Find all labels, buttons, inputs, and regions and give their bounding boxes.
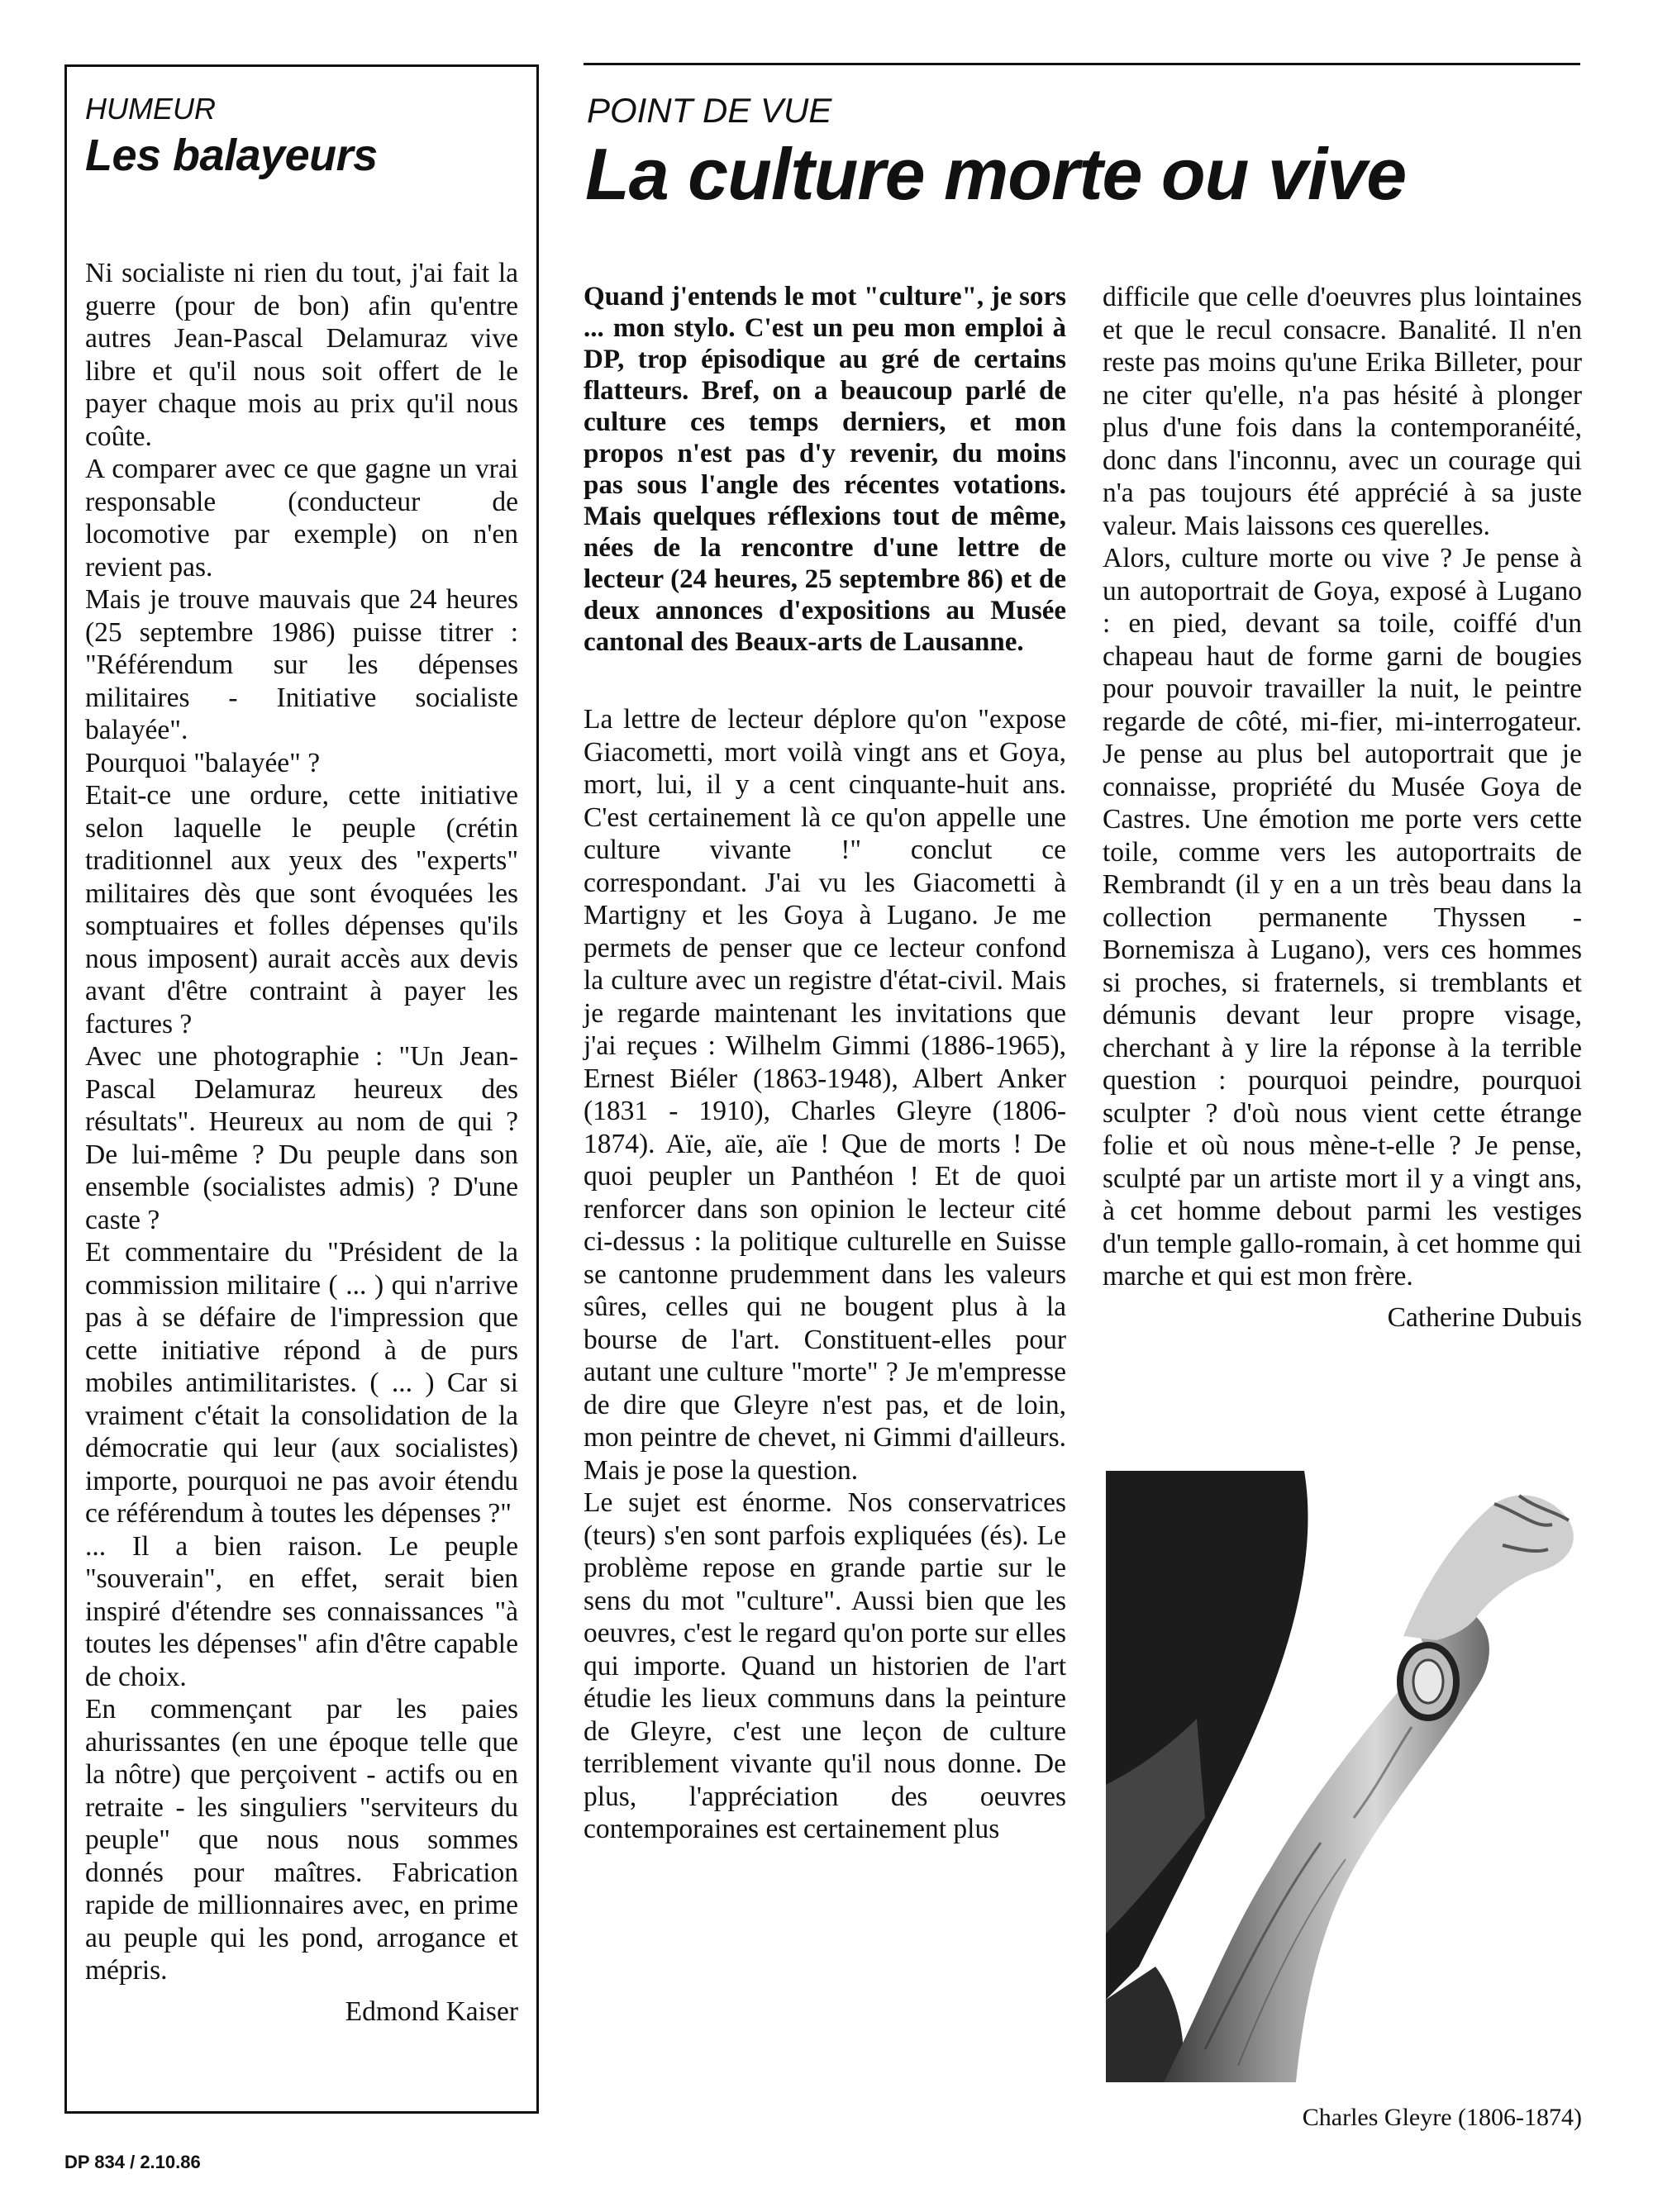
article-paragraph: difficile que celle d'oeuvres plus lointaines et que le recul consacre. Banalité. Il n'en reste pas moins qu'une Erika Billeter, pour ne citer qu'elle, n'a pas hésité à plonger plus d'une fois dans la contemporanéité, donc dans l'inconnu, avec un courage qui n'a pas toujours été apprécié à sa juste valeur. Mais laissons ces querelles. — [1103, 282, 1582, 541]
sidebar-humeur — [64, 64, 539, 2114]
sidebar-paragraph: Etait-ce une ordure, cette initiative selon laquelle le peuple (crétin traditionnel aux yeux des "experts" militaires dès que sont évoquées les somptuaires et folles dépenses qu'ils nous imposent) aurait accès aux devis avant d'être contraint à payer les factures ? — [85, 780, 518, 1039]
article-paragraph: Le sujet est énorme. Nos conservatrices (teurs) s'en sont parfois expliquées (és). Le problème repose en grande partie sur le sens du mot "culture". Aussi bien que les oeuvres, c'est le regard qu'on porte sur elles qui importe. Quand un historien de l'art étudie les lieux communs dans la peinture de Gleyre, c'est une leçon de culture terriblement vivante qu'il nous donne. De plus, l'appréciation des oeuvres contemporaines est certainement plus — [584, 1487, 1066, 1844]
arm-sculpture-image — [1106, 1471, 1585, 2082]
article-column-2 — [1103, 281, 1582, 1334]
sidebar-title: Les balayeurs — [85, 131, 378, 180]
sidebar-paragraph: Mais je trouve mauvais que 24 heures (25 septembre 1986) puisse titrer : "Référendum sur les dépenses militaires - Initiative socialiste balayée". — [85, 584, 518, 745]
sidebar-paragraph: Et commentaire du "Président de la commission militaire ( ... ) qui n'arrive pas à se défaire de l'impression que cette initiative répond à de purs mobiles antimilitaristes. ( ... ) Car si vraiment c'était la consolidation de la démocratie qui leur (aux socialistes) importe, pourquoi ne pas avoir étendu ce référendum à toutes les dépenses ?" — [85, 1237, 518, 1529]
article-title: La culture morte ou vive — [585, 133, 1407, 215]
sidebar-paragraph: Avec une photographie : "Un Jean-Pascal Delamuraz heureux des résultats". Heureux au nom de qui ? De lui-même ? Du peuple dans son ensemble (socialistes admis) ? D'une caste ? — [85, 1041, 518, 1235]
article-paragraph: Alors, culture morte ou vive ? Je pense à un autoportrait de Goya, exposé à Lugano : en pied, devant sa toile, coiffé d'un chapeau haut de forme garni de bougies pour pouvoir travailler la nuit, le peintre regarde de côté, mi-fier, mi-interrogateur. Je pense au plus bel autoportrait que je connaisse, propriété du Musée Goya de Castres. Une émotion me porte vers cette toile, comme vers les autoportraits de Rembrandt (il y en a un très beau dans la collection permanente Thyssen - Bornemisza à Lugano), vers ces hommes si proches, si fraternels, si tremblants et démunis devant leur propre visage, cherchant à y lire la réponse à la terrible question : pourquoi peindre, pourquoi sculpter ? d'où nous vient cette étrange folie et où nous mène-t-elle ? Je pense, sculpté par un artiste mort il y a vingt ans, à cet homme debout parmi les vestiges d'un temple gallo-romain, à cet homme qui marche et qui est mon frère. — [1103, 543, 1582, 1292]
article-column-1 — [584, 281, 1066, 1846]
article-lead: Quand j'entends le mot "culture", je sors ... mon stylo. C'est un peu mon emploi à DP, trop épisodique au gré de certains flatteurs. Bref, on a beaucoup parlé de culture ces temps derniers, et mon propos n'est pas d'y revenir, du moins pas sous l'angle des récentes votations. Mais quelques réflexions tout de même, nées de la rencontre d'une lettre de lecteur (24 heures, 25 septembre 86) et de deux annonces d'expositions au Musée cantonal des Beaux-arts de Lausanne. — [584, 282, 1066, 657]
sidebar-paragraph: Pourquoi "balayée" ? — [85, 747, 321, 778]
sidebar-kicker: HUMEUR — [85, 92, 216, 126]
article-kicker: POINT DE VUE — [587, 91, 832, 130]
article-top-rule — [584, 63, 1580, 65]
article-signature: Catherine Dubuis — [1387, 1301, 1582, 1333]
page-folio: DP 834 / 2.10.86 — [64, 2152, 201, 2172]
sidebar-signature: Edmond Kaiser — [345, 1996, 518, 2027]
sidebar-paragraph: En commençant par les paies ahurissantes (en une époque telle que la nôtre) que perçoivent - actifs ou en retraite - les singuliers "serviteurs du peuple" que nous nous sommes donnés pour maîtres. Fabrication rapide de millionnaires avec, en prime au peuple qui les pond, arrogance et mépris. — [85, 1694, 518, 1986]
sculpture-photo — [1106, 1471, 1585, 2082]
photo-caption: Charles Gleyre (1806-1874) — [1302, 2104, 1582, 2131]
sidebar-paragraph: A comparer avec ce que gagne un vrai responsable (conducteur de locomotive par exemple) on n'en revient pas. — [85, 454, 518, 583]
sidebar-paragraph: ... Il a bien raison. Le peuple "souverain", en effet, serait bien inspiré d'étendre ses connaissances "à toutes les dépenses" afin d'être capable de choix. — [85, 1530, 518, 1692]
article-paragraph: La lettre de lecteur déplore qu'on "expose Giacometti, mort voilà vingt ans et Goya, mort, lui, il y a cent cinquante-huit ans. C'est certainement là ce qu'on appelle une culture vivante !" conclut ce correspondant. J'ai vu les Giacometti à Martigny et les Goya à Lugano. Je me permets de penser que ce lecteur confond la culture avec un registre d'état-civil. Mais je regarde maintenant les invitations que j'ai reçues : Wilhelm Gimmi (1886-1965), Ernest Biéler (1863-1948), Albert Anker (1831 - 1910), Charles Gleyre (1806-1874). Aïe, aïe, aïe ! Que de morts ! De quoi peupler un Panthéon ! Et de quoi renforcer dans son opinion le lecteur cité ci-dessus : la politique culturelle en Suisse se cantonne prudemment dans les valeurs sûres, celles qui ne bougent plus à la bourse de l'art. Constituent-elles pour autant une culture "morte" ? Je m'empresse de dire que Gleyre n'est pas, et de loin, mon peintre de chevet, ni Gimmi d'ailleurs. Mais je pose la question. — [584, 704, 1066, 1486]
sidebar-paragraph: Ni socialiste ni rien du tout, j'ai fait la guerre (pour de bon) afin qu'entre autres Jean-Pascal Delamuraz vive libre et qu'il nous soit offert de le payer chaque mois au prix qu'il nous coûte. — [85, 258, 518, 452]
sidebar-body — [85, 257, 518, 2029]
